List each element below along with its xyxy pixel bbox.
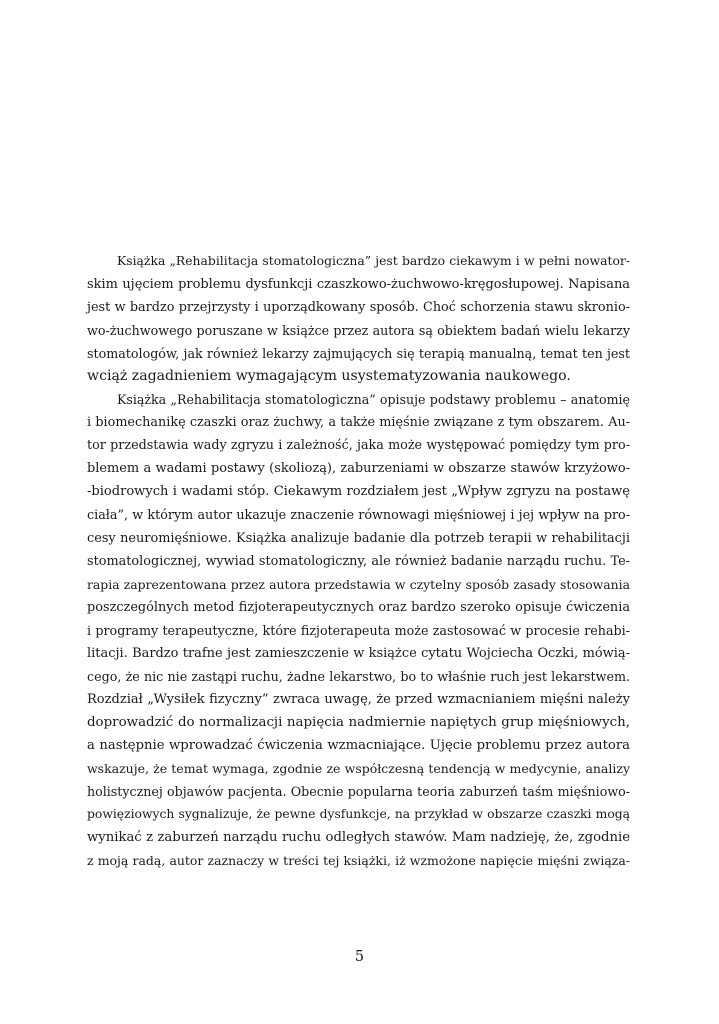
text-line: cesy neuromięśniowe. Książka analizuje badanie dla potrzeb terapii w rehabilitacji: [87, 530, 630, 546]
text-line: blemem a wadami postawy (skoliozą), zaburzeniami w obszarze stawów krzyżowo-: [87, 461, 630, 477]
text-line: litacji. Bardzo trafne jest zamieszczenie w książce cytatu Wojciecha Oczki, mówią-: [87, 645, 630, 661]
text-line: tor przedstawia wady zgryzu i zależność, jaka może występować pomiędzy tym pro-: [87, 438, 630, 454]
text-line: doprowadzić do normalizacji napięcia nadmiernie napiętych grup mięśniowych,: [87, 714, 630, 730]
text-line: stomatologów, jak również lekarzy zajmujących się terapią manualną, temat ten jest: [87, 346, 630, 362]
text-line: wo-żuchwowego poruszane w książce przez autora są obiektem badań wielu lekarzy: [87, 323, 630, 339]
text-line: jest w bardzo przejrzysty i uporządkowany sposób. Choć schorzenia stawu skronio-: [87, 300, 630, 316]
text-line: wynikać z zaburzeń narządu ruchu odległych stawów. Mam nadzieję, że, zgodnie: [87, 830, 630, 846]
text-line: holistycznej objawów pacjenta. Obecnie popularna teoria zaburzeń taśm mięśniowo-: [87, 784, 630, 800]
page-number: 5: [354, 949, 365, 965]
text-line: rapia zaprezentowana przez autora przedstawia w czytelny sposób zasady stosowania: [87, 576, 630, 592]
text-line: wciąż zagadnieniem wymagającym usystematyzowania naukowego.: [87, 368, 571, 385]
text-line: cego, że nic nie zastąpi ruchu, żadne lekarstwo, bo to właśnie ruch jest lekarstwem.: [87, 668, 630, 684]
text-line: z moją radą, autor zaznaczy w treści tej książki, iż wzmożone napięcie mięśni związa-: [87, 853, 630, 869]
text-line: stomatologicznej, wywiad stomatologiczny, ale również badanie narządu ruchu. Te-: [87, 553, 630, 569]
text-line: Książka „Rehabilitacja stomatologiczna” opisuje podstawy problemu – anatomię: [117, 392, 630, 408]
text-line: ciała”, w którym autor ukazuje znaczenie równowagi mięśniowej i jej wpływ na pro-: [87, 507, 630, 523]
text-line: poszczególnych metod fizjoterapeutycznych oraz bardzo szeroko opisuje ćwiczenia: [87, 599, 630, 615]
text-line: skim ujęciem problemu dysfunkcji czaszkowo-żuchwowo-kręgosłupowej. Napisana: [87, 277, 630, 293]
text-line: -biodrowych i wadami stóp. Ciekawym rozdziałem jest „Wpływ zgryzu na postawę: [87, 484, 630, 500]
text-line: a następnie wprowadzać ćwiczenia wzmacniające. Ujęcie problemu przez autora: [87, 737, 630, 753]
text-line: i programy terapeutyczne, które fizjoterapeuta może zastosować w procesie rehabi-: [87, 622, 630, 638]
text-line: wskazuje, że temat wymaga, zgodnie ze współczesną tendencją w medycynie, analizy: [87, 761, 630, 777]
text-line: Książka „Rehabilitacja stomatologiczna” jest bardzo ciekawym i w pełni nowator-: [117, 254, 630, 268]
text-line: i biomechanikę czaszki oraz żuchwy, a także mięśnie związane z tym obszarem. Au-: [87, 415, 630, 431]
body-text: [87, 250, 630, 872]
text-line: Rozdział „Wysiłek fizyczny” zwraca uwagę, że przed wzmacnianiem mięśni należy: [87, 691, 630, 707]
text-line: powięziowych sygnalizuje, że pewne dysfunkcje, na przykład w obszarze czaszki mogą: [87, 807, 630, 822]
